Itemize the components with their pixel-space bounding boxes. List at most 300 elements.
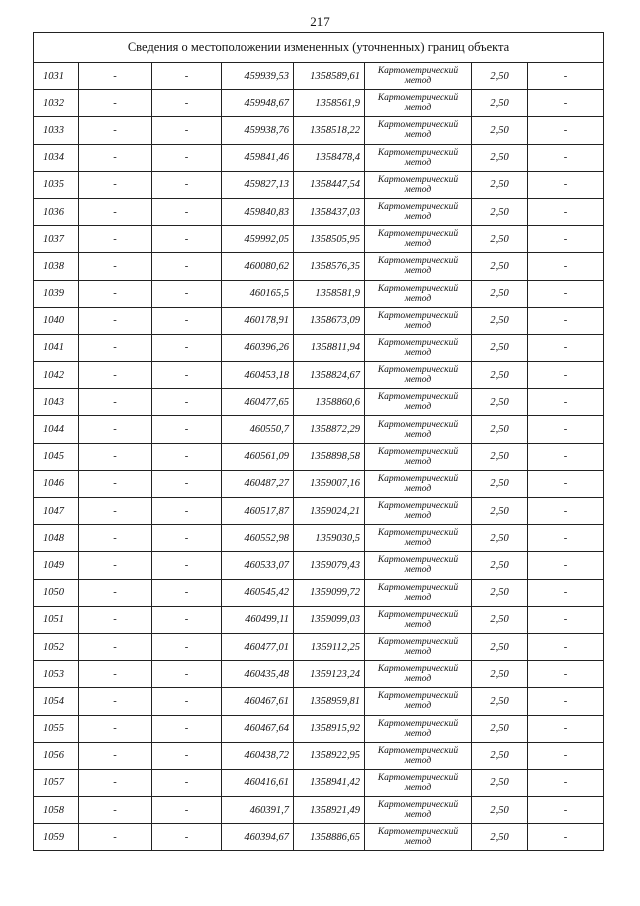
method-line-2: метод <box>404 293 432 304</box>
method-line-1: Картометрический <box>377 501 459 512</box>
accuracy-cell: 2,50 <box>472 742 528 769</box>
method-line-2: метод <box>404 375 432 386</box>
method-line-2: метод <box>404 429 432 440</box>
new-y-cell: 1359112,25 <box>294 633 365 660</box>
accuracy-cell: 2,50 <box>472 198 528 225</box>
method-cell <box>365 280 472 307</box>
old-x-cell: - <box>79 769 152 796</box>
point-number-cell: 1031 <box>34 63 79 90</box>
table-row <box>34 362 604 389</box>
accuracy-cell: 2,50 <box>472 525 528 552</box>
description-cell: - <box>528 90 604 117</box>
new-y-cell: 1358941,42 <box>294 769 365 796</box>
new-x-cell: 460080,62 <box>222 253 294 280</box>
method-cell <box>365 470 472 497</box>
accuracy-cell: 2,50 <box>472 470 528 497</box>
table-row <box>34 307 604 334</box>
new-y-cell: 1358576,35 <box>294 253 365 280</box>
old-y-cell: - <box>152 633 222 660</box>
point-number-cell: 1059 <box>34 824 79 851</box>
point-number-cell: 1053 <box>34 661 79 688</box>
old-y-cell: - <box>152 117 222 144</box>
method-line-1: Картометрический <box>377 555 459 566</box>
new-x-cell: 460550,7 <box>222 416 294 443</box>
old-x-cell: - <box>79 226 152 253</box>
method-cell <box>365 117 472 144</box>
old-x-cell: - <box>79 198 152 225</box>
accuracy-cell: 2,50 <box>472 307 528 334</box>
table-title: Сведения о местоположении измененных (уточненных) границ объекта <box>34 33 604 63</box>
accuracy-cell: 2,50 <box>472 226 528 253</box>
point-number-cell: 1032 <box>34 90 79 117</box>
new-y-cell: 1358561,9 <box>294 90 365 117</box>
old-y-cell: - <box>152 552 222 579</box>
accuracy-cell: 2,50 <box>472 416 528 443</box>
new-x-cell: 460453,18 <box>222 362 294 389</box>
new-x-cell: 460467,64 <box>222 715 294 742</box>
description-cell: - <box>528 525 604 552</box>
accuracy-cell: 2,50 <box>472 334 528 361</box>
description-cell: - <box>528 606 604 633</box>
table-row <box>34 498 604 525</box>
description-cell: - <box>528 797 604 824</box>
method-line-2: метод <box>404 810 432 821</box>
method-cell <box>365 198 472 225</box>
method-line-2: метод <box>404 782 432 793</box>
old-y-cell: - <box>152 824 222 851</box>
table-row <box>34 416 604 443</box>
table-row <box>34 552 604 579</box>
new-x-cell: 459841,46 <box>222 144 294 171</box>
new-y-cell: 1358824,67 <box>294 362 365 389</box>
old-x-cell: - <box>79 797 152 824</box>
new-y-cell: 1358886,65 <box>294 824 365 851</box>
old-y-cell: - <box>152 362 222 389</box>
old-x-cell: - <box>79 742 152 769</box>
new-y-cell: 1359099,72 <box>294 579 365 606</box>
old-x-cell: - <box>79 633 152 660</box>
method-line-2: метод <box>404 837 432 848</box>
method-line-2: метод <box>404 456 432 467</box>
old-x-cell: - <box>79 470 152 497</box>
old-x-cell: - <box>79 63 152 90</box>
table-row <box>34 334 604 361</box>
description-cell: - <box>528 171 604 198</box>
method-line-2: метод <box>404 76 432 87</box>
description-cell: - <box>528 144 604 171</box>
new-x-cell: 459938,76 <box>222 117 294 144</box>
accuracy-cell: 2,50 <box>472 144 528 171</box>
new-y-cell: 1359123,24 <box>294 661 365 688</box>
table-row <box>34 742 604 769</box>
description-cell: - <box>528 307 604 334</box>
new-x-cell: 460517,87 <box>222 498 294 525</box>
table-row <box>34 633 604 660</box>
method-cell <box>365 606 472 633</box>
method-cell <box>365 416 472 443</box>
new-y-cell: 1358478,4 <box>294 144 365 171</box>
new-y-cell: 1359099,03 <box>294 606 365 633</box>
accuracy-cell: 2,50 <box>472 362 528 389</box>
new-x-cell: 460165,5 <box>222 280 294 307</box>
accuracy-cell: 2,50 <box>472 253 528 280</box>
method-line-1: Картометрический <box>377 283 459 294</box>
method-line-1: Картометрический <box>377 637 459 648</box>
new-y-cell: 1358860,6 <box>294 389 365 416</box>
table-row <box>34 824 604 851</box>
table-row <box>34 144 604 171</box>
old-x-cell: - <box>79 579 152 606</box>
new-x-cell: 460561,09 <box>222 443 294 470</box>
new-y-cell: 1358922,95 <box>294 742 365 769</box>
description-cell: - <box>528 226 604 253</box>
new-y-cell: 1359007,16 <box>294 470 365 497</box>
description-cell: - <box>528 280 604 307</box>
point-number-cell: 1055 <box>34 715 79 742</box>
method-cell <box>365 824 472 851</box>
method-line-2: метод <box>404 212 432 223</box>
accuracy-cell: 2,50 <box>472 769 528 796</box>
point-number-cell: 1045 <box>34 443 79 470</box>
description-cell: - <box>528 443 604 470</box>
point-number-cell: 1043 <box>34 389 79 416</box>
old-x-cell: - <box>79 90 152 117</box>
table-row <box>34 443 604 470</box>
method-line-2: метод <box>404 402 432 413</box>
point-number-cell: 1038 <box>34 253 79 280</box>
point-number-cell: 1048 <box>34 525 79 552</box>
table-row <box>34 389 604 416</box>
point-number-cell: 1052 <box>34 633 79 660</box>
table-row <box>34 606 604 633</box>
table-row <box>34 198 604 225</box>
old-x-cell: - <box>79 117 152 144</box>
method-line-1: Картометрический <box>377 582 459 593</box>
old-x-cell: - <box>79 171 152 198</box>
old-y-cell: - <box>152 90 222 117</box>
method-line-2: метод <box>404 347 432 358</box>
point-number-cell: 1046 <box>34 470 79 497</box>
method-cell <box>365 171 472 198</box>
new-y-cell: 1359030,5 <box>294 525 365 552</box>
table-body <box>34 63 604 851</box>
method-cell <box>365 498 472 525</box>
old-y-cell: - <box>152 307 222 334</box>
method-cell <box>365 362 472 389</box>
method-cell <box>365 715 472 742</box>
method-line-1: Картометрический <box>377 66 459 77</box>
accuracy-cell: 2,50 <box>472 633 528 660</box>
table-row <box>34 226 604 253</box>
method-line-1: Картометрический <box>377 256 459 267</box>
point-number-cell: 1050 <box>34 579 79 606</box>
description-cell: - <box>528 416 604 443</box>
table-row <box>34 90 604 117</box>
point-number-cell: 1034 <box>34 144 79 171</box>
description-cell: - <box>528 742 604 769</box>
point-number-cell: 1049 <box>34 552 79 579</box>
table-row <box>34 715 604 742</box>
description-cell: - <box>528 198 604 225</box>
new-x-cell: 460178,91 <box>222 307 294 334</box>
point-number-cell: 1056 <box>34 742 79 769</box>
method-line-1: Картометрический <box>377 691 459 702</box>
new-y-cell: 1358673,09 <box>294 307 365 334</box>
accuracy-cell: 2,50 <box>472 90 528 117</box>
method-line-2: метод <box>404 728 432 739</box>
new-x-cell: 460391,7 <box>222 797 294 824</box>
new-x-cell: 460545,42 <box>222 579 294 606</box>
table-row <box>34 579 604 606</box>
table-row <box>34 470 604 497</box>
old-x-cell: - <box>79 334 152 361</box>
description-cell: - <box>528 688 604 715</box>
boundary-table-frame <box>33 32 603 851</box>
old-x-cell: - <box>79 144 152 171</box>
method-cell <box>365 443 472 470</box>
accuracy-cell: 2,50 <box>472 661 528 688</box>
old-y-cell: - <box>152 171 222 198</box>
new-y-cell: 1359024,21 <box>294 498 365 525</box>
old-x-cell: - <box>79 525 152 552</box>
method-line-2: метод <box>404 483 432 494</box>
accuracy-cell: 2,50 <box>472 171 528 198</box>
method-line-2: метод <box>404 538 432 549</box>
description-cell: - <box>528 633 604 660</box>
table-row <box>34 117 604 144</box>
accuracy-cell: 2,50 <box>472 63 528 90</box>
method-line-1: Картометрический <box>377 147 459 158</box>
old-x-cell: - <box>79 443 152 470</box>
method-line-2: метод <box>404 619 432 630</box>
boundary-coordinates-table <box>33 32 604 851</box>
table-row <box>34 688 604 715</box>
point-number-cell: 1044 <box>34 416 79 443</box>
new-x-cell: 459939,53 <box>222 63 294 90</box>
table-row <box>34 797 604 824</box>
description-cell: - <box>528 334 604 361</box>
old-y-cell: - <box>152 226 222 253</box>
method-line-1: Картометрический <box>377 120 459 131</box>
new-y-cell: 1359079,43 <box>294 552 365 579</box>
old-y-cell: - <box>152 144 222 171</box>
description-cell: - <box>528 552 604 579</box>
old-y-cell: - <box>152 769 222 796</box>
table-row <box>34 525 604 552</box>
method-cell <box>365 797 472 824</box>
description-cell: - <box>528 769 604 796</box>
point-number-cell: 1054 <box>34 688 79 715</box>
accuracy-cell: 2,50 <box>472 688 528 715</box>
method-line-1: Картометрический <box>377 664 459 675</box>
table-row <box>34 171 604 198</box>
accuracy-cell: 2,50 <box>472 280 528 307</box>
old-y-cell: - <box>152 742 222 769</box>
new-x-cell: 460467,61 <box>222 688 294 715</box>
old-y-cell: - <box>152 253 222 280</box>
new-x-cell: 460487,27 <box>222 470 294 497</box>
old-y-cell: - <box>152 498 222 525</box>
method-cell <box>365 688 472 715</box>
method-cell <box>365 525 472 552</box>
table-row <box>34 253 604 280</box>
method-line-1: Картометрический <box>377 473 459 484</box>
method-cell <box>365 63 472 90</box>
method-line-2: метод <box>404 674 432 685</box>
point-number-cell: 1036 <box>34 198 79 225</box>
new-x-cell: 460396,26 <box>222 334 294 361</box>
old-x-cell: - <box>79 715 152 742</box>
method-line-1: Картометрический <box>377 310 459 321</box>
new-y-cell: 1358437,03 <box>294 198 365 225</box>
old-x-cell: - <box>79 498 152 525</box>
method-cell <box>365 769 472 796</box>
accuracy-cell: 2,50 <box>472 715 528 742</box>
table-row <box>34 769 604 796</box>
old-y-cell: - <box>152 688 222 715</box>
method-cell <box>365 307 472 334</box>
method-line-1: Картометрический <box>377 93 459 104</box>
method-line-1: Картометрический <box>377 800 459 811</box>
table-row <box>34 661 604 688</box>
new-x-cell: 460438,72 <box>222 742 294 769</box>
method-line-1: Картометрический <box>377 718 459 729</box>
old-y-cell: - <box>152 661 222 688</box>
method-line-1: Картометрический <box>377 745 459 756</box>
method-line-2: метод <box>404 239 432 250</box>
method-cell <box>365 389 472 416</box>
old-y-cell: - <box>152 198 222 225</box>
method-line-2: метод <box>404 701 432 712</box>
new-y-cell: 1358581,9 <box>294 280 365 307</box>
method-line-2: метод <box>404 647 432 658</box>
point-number-cell: 1037 <box>34 226 79 253</box>
method-line-1: Картометрический <box>377 202 459 213</box>
new-y-cell: 1358505,95 <box>294 226 365 253</box>
new-y-cell: 1358589,61 <box>294 63 365 90</box>
old-x-cell: - <box>79 661 152 688</box>
new-x-cell: 459827,13 <box>222 171 294 198</box>
description-cell: - <box>528 470 604 497</box>
old-y-cell: - <box>152 389 222 416</box>
description-cell: - <box>528 661 604 688</box>
method-line-1: Картометрический <box>377 174 459 185</box>
new-y-cell: 1358447,54 <box>294 171 365 198</box>
new-x-cell: 459992,05 <box>222 226 294 253</box>
old-y-cell: - <box>152 334 222 361</box>
method-line-1: Картометрический <box>377 337 459 348</box>
method-cell <box>365 144 472 171</box>
method-cell <box>365 253 472 280</box>
method-cell <box>365 226 472 253</box>
method-cell <box>365 552 472 579</box>
point-number-cell: 1041 <box>34 334 79 361</box>
point-number-cell: 1057 <box>34 769 79 796</box>
method-cell <box>365 661 472 688</box>
new-y-cell: 1358811,94 <box>294 334 365 361</box>
old-y-cell: - <box>152 525 222 552</box>
point-number-cell: 1039 <box>34 280 79 307</box>
description-cell: - <box>528 63 604 90</box>
method-line-2: метод <box>404 755 432 766</box>
method-line-1: Картометрический <box>377 419 459 430</box>
method-cell <box>365 90 472 117</box>
old-y-cell: - <box>152 280 222 307</box>
method-line-2: метод <box>404 266 432 277</box>
page-number: 217 <box>310 14 330 29</box>
new-y-cell: 1358872,29 <box>294 416 365 443</box>
old-y-cell: - <box>152 579 222 606</box>
new-x-cell: 460394,67 <box>222 824 294 851</box>
accuracy-cell: 2,50 <box>472 498 528 525</box>
description-cell: - <box>528 362 604 389</box>
new-x-cell: 459948,67 <box>222 90 294 117</box>
accuracy-cell: 2,50 <box>472 117 528 144</box>
method-line-2: метод <box>404 565 432 576</box>
old-y-cell: - <box>152 606 222 633</box>
method-line-1: Картометрический <box>377 392 459 403</box>
method-line-2: метод <box>404 320 432 331</box>
method-line-2: метод <box>404 592 432 603</box>
point-number-cell: 1035 <box>34 171 79 198</box>
old-y-cell: - <box>152 416 222 443</box>
new-x-cell: 460499,11 <box>222 606 294 633</box>
method-cell <box>365 579 472 606</box>
new-y-cell: 1358518,22 <box>294 117 365 144</box>
old-x-cell: - <box>79 824 152 851</box>
method-line-1: Картометрический <box>377 365 459 376</box>
method-line-1: Картометрический <box>377 229 459 240</box>
method-cell <box>365 334 472 361</box>
point-number-cell: 1033 <box>34 117 79 144</box>
accuracy-cell: 2,50 <box>472 797 528 824</box>
point-number-cell: 1058 <box>34 797 79 824</box>
description-cell: - <box>528 117 604 144</box>
accuracy-cell: 2,50 <box>472 824 528 851</box>
method-cell <box>365 742 472 769</box>
old-y-cell: - <box>152 797 222 824</box>
table-row <box>34 280 604 307</box>
new-x-cell: 459840,83 <box>222 198 294 225</box>
method-line-2: метод <box>404 511 432 522</box>
old-y-cell: - <box>152 443 222 470</box>
old-x-cell: - <box>79 307 152 334</box>
new-x-cell: 460552,98 <box>222 525 294 552</box>
description-cell: - <box>528 389 604 416</box>
method-line-2: метод <box>404 184 432 195</box>
description-cell: - <box>528 498 604 525</box>
new-x-cell: 460533,07 <box>222 552 294 579</box>
accuracy-cell: 2,50 <box>472 552 528 579</box>
old-x-cell: - <box>79 280 152 307</box>
description-cell: - <box>528 824 604 851</box>
method-line-1: Картометрический <box>377 528 459 539</box>
new-x-cell: 460435,48 <box>222 661 294 688</box>
new-x-cell: 460477,65 <box>222 389 294 416</box>
method-line-1: Картометрический <box>377 772 459 783</box>
accuracy-cell: 2,50 <box>472 606 528 633</box>
accuracy-cell: 2,50 <box>472 579 528 606</box>
point-number-cell: 1042 <box>34 362 79 389</box>
method-line-1: Картометрический <box>377 609 459 620</box>
new-y-cell: 1358898,58 <box>294 443 365 470</box>
description-cell: - <box>528 253 604 280</box>
new-y-cell: 1358959,81 <box>294 688 365 715</box>
description-cell: - <box>528 579 604 606</box>
accuracy-cell: 2,50 <box>472 443 528 470</box>
old-x-cell: - <box>79 688 152 715</box>
new-y-cell: 1358921,49 <box>294 797 365 824</box>
